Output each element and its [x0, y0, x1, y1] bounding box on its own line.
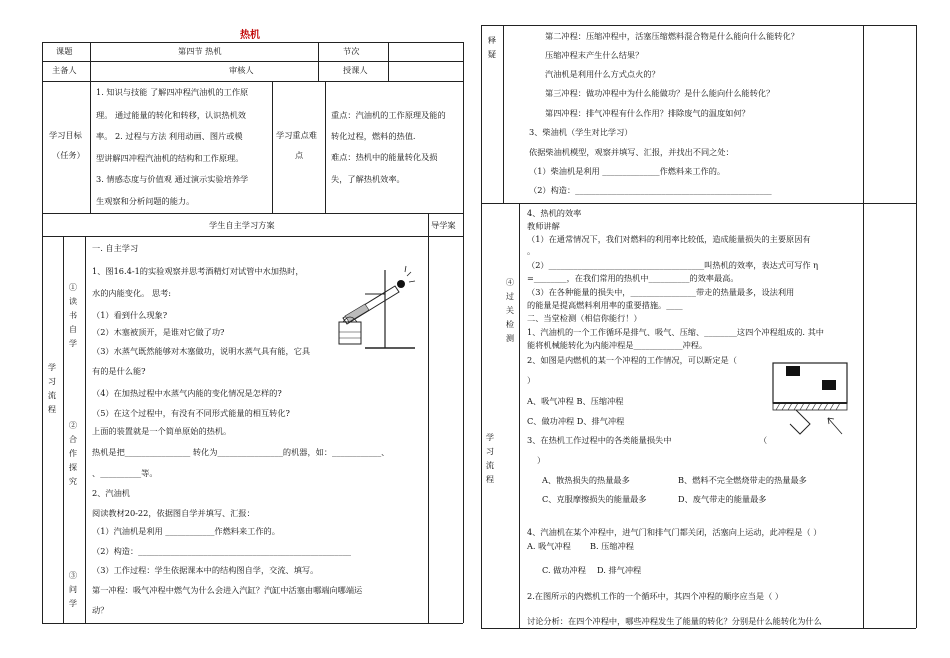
right-line: 3、在热机工作过程中的各类能量损失中	[527, 435, 672, 445]
key-line: 转化过程，燃料的热值.	[331, 131, 416, 141]
right-line: 3、柴油机（学生对比学习）	[529, 127, 633, 137]
rule	[318, 61, 319, 81]
rule	[481, 628, 916, 629]
right-line: ）	[527, 375, 536, 385]
rule	[42, 213, 463, 214]
label-check: ④过关检测	[505, 277, 515, 343]
right-line: 第三冲程：做功冲程中为什么能做功？是什么能向什么能转化？	[545, 88, 775, 98]
rule	[503, 25, 504, 203]
lesson-name: 第四节 热机	[178, 46, 222, 56]
label-flow-right: 学习流程	[485, 432, 495, 484]
left-line: 有的是什么能?	[92, 366, 146, 376]
engine-cylinder-figure	[770, 358, 854, 440]
label-teacher: 授课人	[343, 65, 368, 75]
key-line: 难点：热机中的能量转化及损	[331, 152, 438, 162]
right-line: 第四冲程：排气冲程有什么作用？排除废气的温度如何？	[545, 108, 750, 118]
option-line: C、克服摩擦损失的能量最多	[542, 494, 647, 504]
label-preparer: 主备人	[52, 65, 77, 75]
rule	[42, 236, 463, 237]
key-line: 重点：汽油机的工作原理及能的	[331, 110, 446, 120]
right-line: 依据柴油机模型，观察并填写、汇报，并找出不同之处：	[529, 147, 734, 157]
right-line: 。	[527, 246, 536, 256]
label-topic: 课题	[56, 46, 73, 56]
right-line: 4、汽油机在某个冲程中，进气门和排气门都关闭，活塞向上运动，此冲程是（ ）	[527, 527, 822, 537]
right-line: 二、当堂检测（相信你能行！）	[527, 313, 642, 323]
goals-line: 理。 通过能量的转化和转移，认识热机效	[96, 110, 246, 120]
key-line: 失，了解热机效率。	[331, 174, 405, 184]
rule	[388, 42, 389, 61]
right-line: 讨论分析：在四个冲程中，哪些冲程发生了能量的转化？分别是什么能转化为什么	[527, 616, 822, 626]
plan-title: 学生自主学习方案	[209, 220, 275, 230]
right-line: （1）柴油机是利用 ______________作燃料来工作的。	[529, 166, 726, 176]
option-line: A、散热损失的热量最多	[542, 475, 630, 485]
rule	[42, 623, 463, 624]
flow-label: 学习流程	[47, 362, 57, 414]
right-line: 汽油机是利用什么方式点火的？	[545, 69, 660, 79]
right-line: 2.在图所示的内燃机工作的一个循环中，其四个冲程的顺序应当是（ ）	[527, 591, 784, 601]
rule	[90, 42, 91, 61]
goals-label-task: （任务）	[52, 150, 85, 160]
rule	[388, 61, 389, 81]
option-line: B. 压缩冲程	[590, 541, 634, 551]
right-line: 2、如图是内燃机的某一个冲程的工作情况，可以断定是（	[527, 355, 737, 365]
sub-cooperate: ②合作探究	[68, 420, 78, 486]
rule	[90, 81, 91, 213]
left-line: 、__________等。	[92, 468, 158, 478]
right-line: （3）在各种能量的损失中，________________带走的热量最多，设法利用	[527, 287, 795, 297]
sub-ask: ③问学	[68, 570, 78, 608]
left-line: （2）木塞被顶开，是谁对它做了功?	[92, 327, 225, 337]
rule	[916, 25, 917, 628]
label-section: 节次	[343, 46, 360, 56]
right-line: 压缩冲程末产生什么结果？	[545, 50, 644, 60]
goals-line: 1. 知识与技能 了解四冲程汽油机的工作原	[96, 87, 249, 97]
left-line: 第一冲程：吸气冲程中燃气为什么会进入汽缸？汽缸中活塞由哪端向哪端运	[92, 585, 363, 595]
right-line: （2）______________________________________叫热机的效率，表达式可写作 η	[527, 260, 819, 270]
key-label-2: 点	[295, 150, 304, 160]
goals-line: 生观察和分析问题的能力。	[96, 196, 195, 206]
right-line: 4、热机的效率	[527, 208, 582, 218]
rule	[519, 203, 520, 628]
rule	[428, 213, 429, 236]
label-reviewer: 审核人	[229, 65, 254, 75]
rule	[42, 42, 463, 43]
left-line: 阅读教材20-22，依据图自学并填写、汇报：	[92, 508, 255, 518]
right-line: （2）构造：________________________________________________	[529, 185, 772, 195]
goals-line: 型讲解四冲程汽油机的结构和工作原理。	[96, 153, 244, 163]
left-line: （3）水蒸气既然能够对木塞做功，说明水蒸气具有能，它具	[92, 346, 311, 356]
left-line: （4）在加热过程中水蒸气内能的变化情况是怎样的?	[92, 388, 282, 398]
left-line: （3）工作过程：学生依据课本中的结构图自学，交流、填写。	[92, 565, 319, 575]
rule	[481, 25, 916, 26]
right-line: =________，在我们常用的热机中__________的效率最高。	[527, 273, 739, 283]
rule	[863, 25, 864, 628]
right-line: 教师讲解	[527, 221, 560, 231]
left-line: （5）在这个过程中，有没有不同形式能量的相互转化?	[92, 408, 290, 418]
left-line: 一. 自主学习	[92, 243, 139, 253]
option-line: C. 做功冲程	[542, 565, 586, 575]
right-line: C、做功冲程 D、排气冲程	[527, 416, 625, 426]
right-line: 第二冲程：压缩冲程中，活塞压缩燃料混合物是什么能向什么能转化？	[545, 31, 799, 41]
key-label: 学习重点难	[276, 130, 317, 140]
rule	[318, 42, 319, 61]
right-line: A、吸气冲程 B、压缩冲程	[527, 396, 624, 406]
rule	[85, 236, 86, 623]
right-line: 的能量是提高燃料利用率的重要措施。____	[527, 300, 683, 310]
left-line: 1、图16.4-1的实验观察并思考酒精灯对试管中水加热时，	[92, 266, 304, 276]
rule	[463, 42, 464, 623]
rule	[90, 61, 91, 81]
rule	[42, 61, 463, 62]
goals-line: 3. 情感态度与价值观 通过演示实验培养学	[96, 174, 249, 184]
rule	[481, 203, 916, 204]
rule	[272, 81, 273, 213]
left-line: （1）看到什么现象?	[92, 310, 168, 320]
left-line: （2）构造：____________________________________________________	[92, 546, 352, 556]
left-line: 2、汽油机	[92, 488, 130, 498]
option-line: D、废气带走的能量最多	[678, 494, 767, 504]
label-clarify: 释疑	[487, 35, 497, 59]
sub-read: ①读书自学	[68, 282, 78, 348]
option-line: B、燃料不完全燃烧带走的热量最多	[678, 475, 807, 485]
boiling-tube-figure	[335, 260, 417, 354]
rule	[481, 25, 482, 628]
option-line: A. 吸气冲程	[527, 541, 571, 551]
right-line: 1、汽油机的一个工作循环是排气、吸气、压缩、________这四个冲程组成的. 其中	[527, 327, 824, 337]
paren-open: （	[759, 435, 768, 445]
rule	[42, 42, 43, 623]
right-line: （1）在通常情况下，我们对燃料的利用率比较低，造成能量损失的主要原因有	[527, 234, 811, 244]
rule	[63, 236, 64, 623]
doc-title: 热机	[240, 30, 260, 41]
left-line: 热机是把________________ 转化为________________的机器，如：____________、	[92, 447, 390, 457]
guide-title: 导学案	[431, 220, 456, 230]
left-line: 上面的装置就是一个简单原始的热机。	[92, 426, 232, 436]
rule	[325, 81, 326, 213]
rule	[428, 236, 429, 623]
right-line: ）	[537, 455, 546, 465]
left-line: 水的内能变化。 思考:	[92, 288, 172, 298]
option-line: D. 排气冲程	[597, 565, 642, 575]
left-line: 动？	[92, 605, 109, 615]
goals-line: 率。 2. 过程与方法 利用动画、图片或模	[96, 131, 243, 141]
rule	[42, 81, 463, 82]
left-line: （1）汽油机是利用 ____________作燃料来工作的。	[92, 526, 280, 536]
goals-label: 学习目标	[49, 130, 82, 140]
right-line: 能将机械能转化为内能冲程是____________冲程。	[527, 340, 708, 350]
